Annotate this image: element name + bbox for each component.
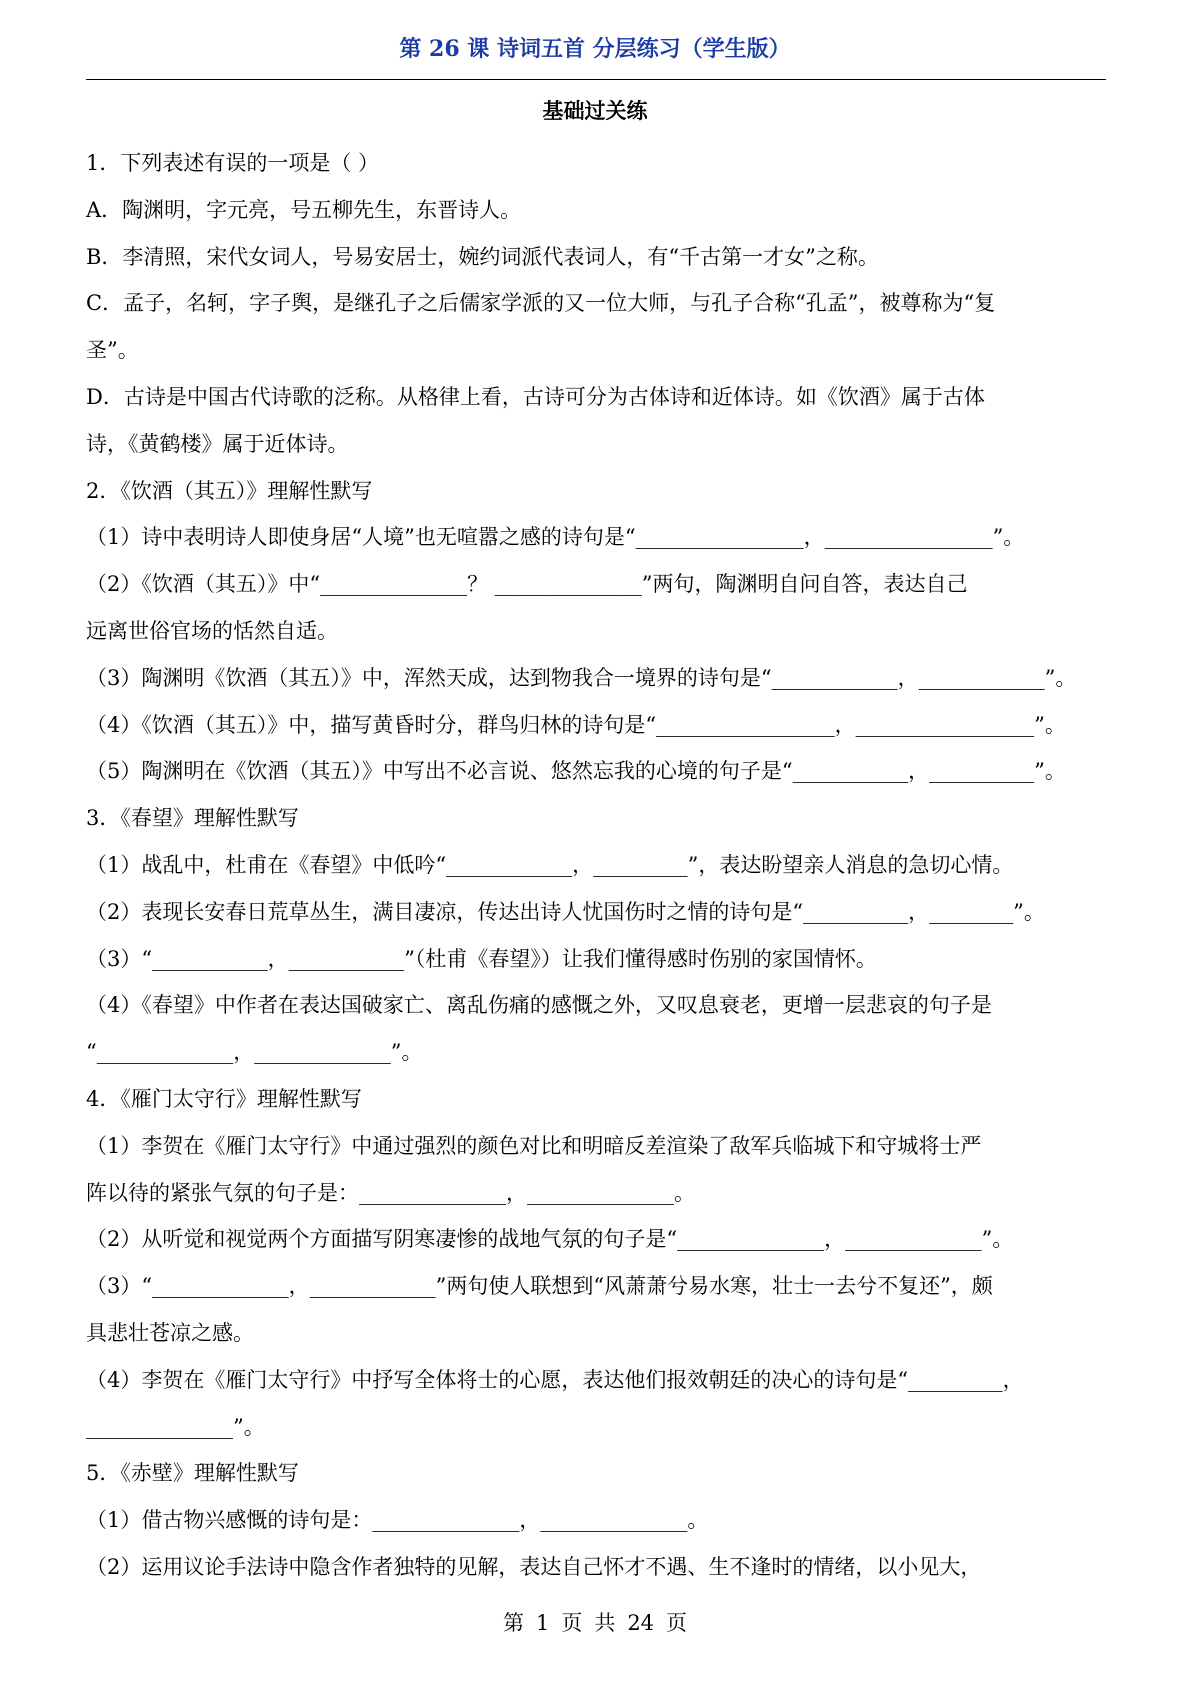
text-line: （3）“___________，___________”（杜甫《春望》）让我们懂得感时伤别的家国情怀。 <box>86 946 877 971</box>
text-line: （4）《春望》中作者在表达国破家亡、离乱伤痛的感慨之外，又叹息衰老，更增一层悲哀的句子是 <box>86 993 992 1018</box>
text-line: （2）《饮酒（其五）》中“______________？ ______________”两句，陶渊明自问自答，表达自己 <box>86 572 968 597</box>
text-line: 具悲壮苍凉之感。 <box>86 1320 254 1345</box>
text-line: 5．《赤壁》理解性默写 <box>86 1461 299 1486</box>
current-page-number: 1 <box>535 1611 550 1635</box>
footer-label: 第 <box>502 1611 524 1635</box>
text-line: B．李清照，宋代女词人，号易安居士，婉约词派代表词人，有“千古第一才女”之称。 <box>86 244 879 269</box>
text-line: D．古诗是中国古代诗歌的泛称。从格律上看，古诗可分为古体诗和近体诗。如《饮酒》属于古体 <box>86 384 985 409</box>
text-line: （4）《饮酒（其五）》中，描写黄昏时分，群鸟归林的诗句是“_________________，_________________”。 <box>86 712 1066 737</box>
question-body <box>86 140 1108 1591</box>
text-line: （2）运用议论手法诗中隐含作者独特的见解，表达自己怀才不遇、生不逢时的情绪，以小见大， <box>86 1554 982 1579</box>
text-line: ______________”。 <box>86 1414 265 1439</box>
text-line: 诗，《黄鹤楼》属于近体诗。 <box>86 431 349 456</box>
text-line: （1）借古物兴感慨的诗句是：______________，______________。 <box>86 1508 709 1533</box>
text-line: （3）“_____________，____________”两句使人联想到“风萧萧兮易水寒，壮士一去兮不复还”，颇 <box>86 1274 993 1299</box>
section-heading: 基础过关练 <box>542 98 648 123</box>
text-line: 2．《饮酒（其五）》理解性默写 <box>86 478 373 503</box>
page-footer <box>0 1608 1190 1638</box>
text-line: A．陶渊明，字元亮，号五柳先生，东晋诗人。 <box>86 197 522 222</box>
text-line: （4）李贺在《雁门太守行》中抒写全体将士的心愿，表达他们报效朝廷的决心的诗句是“_________， <box>86 1367 1024 1392</box>
text-line: （1）战乱中，杜甫在《春望》中低吟“____________，_________”，表达盼望亲人消息的急切心情。 <box>86 852 1014 877</box>
footer-label: 页 <box>561 1611 583 1635</box>
text-line: （5）陶渊明在《饮酒（其五）》中写出不必言说、悠然忘我的心境的句子是“___________，__________”。 <box>86 759 1066 784</box>
page-title: 第 26 课 诗词五首 分层练习（学生版） <box>399 36 791 62</box>
text-line: “_____________，_____________”。 <box>86 1040 423 1065</box>
text-line: （2）表现长安春日荒草丛生，满目凄凉，传达出诗人忧国伤时之情的诗句是“__________，________”。 <box>86 899 1045 924</box>
text-line: （1）李贺在《雁门太守行》中通过强烈的颜色对比和明暗反差渲染了敌军兵临城下和守城将士严 <box>86 1133 982 1158</box>
footer-label: 共 <box>594 1611 616 1635</box>
text-line: 3．《春望》理解性默写 <box>86 806 299 831</box>
text-line: 阵以待的紧张气氛的句子是：______________，______________。 <box>86 1180 695 1205</box>
text-line: C．孟子，名轲，字子舆，是继孔子之后儒家学派的又一位大师，与孔子合称“孔孟”，被尊称为“复 <box>86 291 996 316</box>
text-line: 4．《雁门太守行》理解性默写 <box>86 1086 362 1111</box>
text-line: 1．下列表述有误的一项是（ ） <box>86 151 380 175</box>
text-line: 远离世俗官场的恬然自适。 <box>86 618 338 643</box>
header-divider <box>86 79 1106 80</box>
text-line: （3）陶渊明《饮酒（其五）》中，浑然天成，达到物我合一境界的诗句是“____________，____________”。 <box>86 665 1077 690</box>
total-pages-number: 24 <box>627 1611 655 1635</box>
text-line: 圣”。 <box>86 338 139 363</box>
text-line: （1）诗中表明诗人即使身居“人境”也无喧嚣之感的诗句是“________________，________________”。 <box>86 525 1025 550</box>
text-line: （2）从听觉和视觉两个方面描写阴寒凄惨的战地气氛的句子是“______________，_____________”。 <box>86 1227 1014 1252</box>
footer-label: 页 <box>666 1611 688 1635</box>
